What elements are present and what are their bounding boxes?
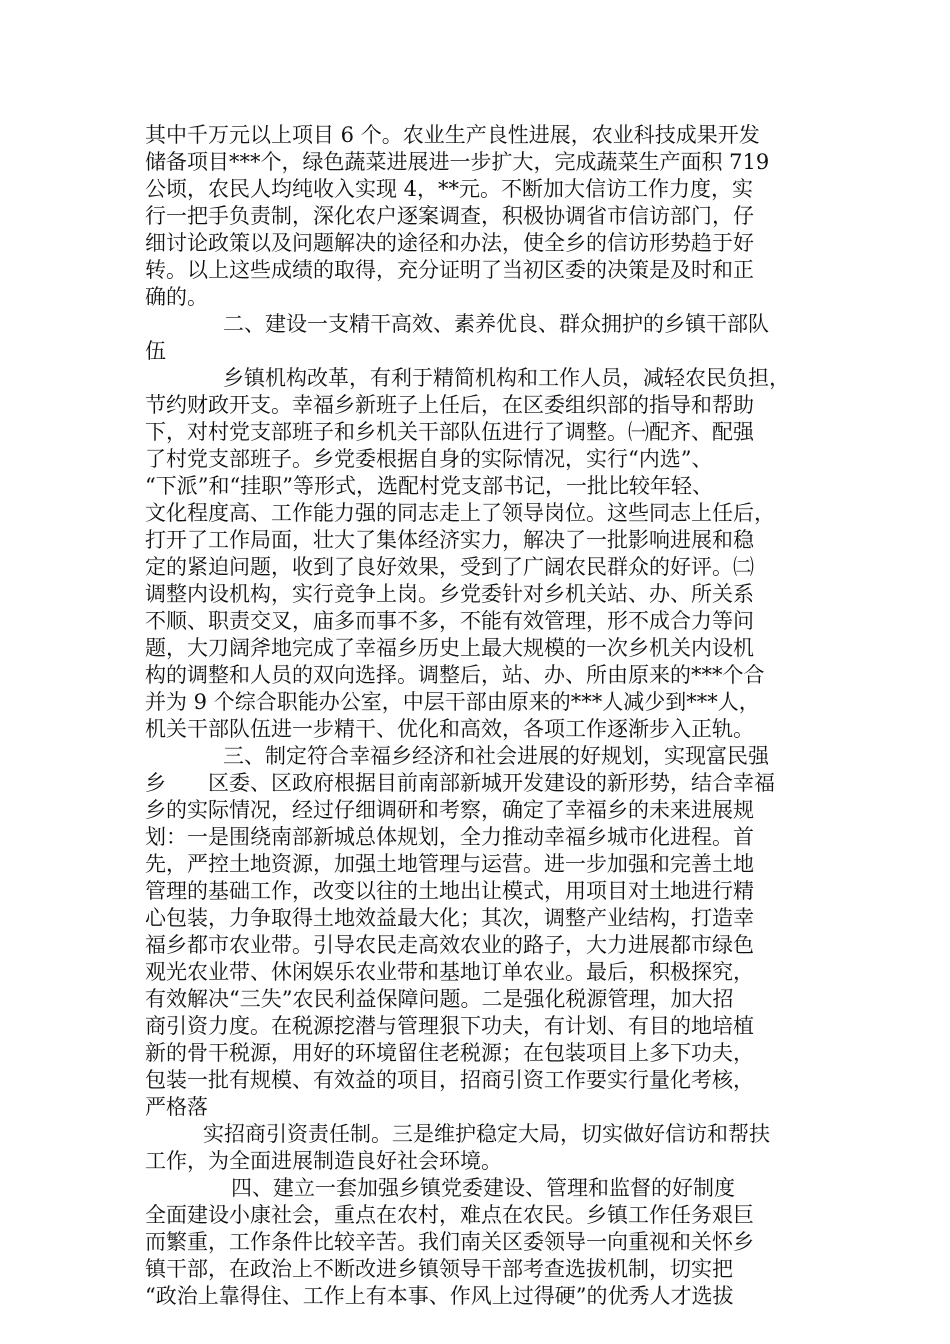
text-line: 划：一是围绕南部新城总体规划，全力推动幸福乡城市化进程。首 <box>145 825 754 849</box>
text-line: 乡的实际情况，经过仔细调研和考察，确定了幸福乡的未来进展规 <box>145 798 754 822</box>
text-line: 心包装，力争取得土地效益最大化；其次，调整产业结构，打造幸 <box>145 906 754 930</box>
text-line: 不顺、职责交叉，庙多而事不多，不能有效管理，形不成合力等问 <box>145 609 754 633</box>
text-line: 下，对村党支部班子和乡机关干部队伍进行了调整。㈠配齐、配强 <box>145 420 754 444</box>
text-line: 公顷，农民人均纯收入实现 4，**元。不断加大信访工作力度，实 <box>145 177 754 201</box>
text-line: 严格落 <box>145 1095 208 1119</box>
text-line: 文化程度高、工作能力强的同志走上了领导岗位。这些同志上任后， <box>145 501 775 525</box>
text-line: 节约财政开支。幸福乡新班子上任后，在区委组织部的指导和帮助 <box>145 393 754 417</box>
text-line: 商引资力度。在税源挖潜与管理狠下功夫，有计划、有目的地培植 <box>145 1014 754 1038</box>
text-line: 并为 9 个综合职能办公室，中层干部由原来的***人减少到***人， <box>145 690 760 714</box>
text-line: 而繁重，工作条件比较辛苦。我们南关区委领导一向重视和关怀乡 <box>145 1230 754 1254</box>
text-line: 调整内设机构，实行竞争上岗。乡党委针对乡机关站、办、所关系 <box>145 582 754 606</box>
text-line: “下派”和“挂职”等形式，选配村党支部书记，一批比较年轻、 <box>145 474 713 498</box>
text-line: 先，严控土地资源，加强土地管理与运营。进一步加强和完善土地 <box>145 852 754 876</box>
text-line: 了村党支部班子。乡党委根据自身的实际情况，实行“内选”、 <box>145 447 713 471</box>
document-body <box>145 122 810 1310</box>
text-line: 行一把手负责制，深化农户逐案调查，积极协调省市信访部门，仔 <box>145 204 754 228</box>
text-line: “政治上靠得住、工作上有本事、作风上过得硬”的优秀人才选拔 <box>145 1284 734 1308</box>
text-line: 打开了工作局面，壮大了集体经济实力，解决了一批影响进展和稳 <box>145 528 754 552</box>
text-line: 工作，为全面进展制造良好社会环境。 <box>145 1149 502 1173</box>
text-line: 转。以上这些成绩的取得，充分证明了当初区委的决策是及时和正 <box>145 258 754 282</box>
text-line: 全面建设小康社会，重点在农村，难点在农民。乡镇工作任务艰巨 <box>145 1203 754 1227</box>
text-line: 题，大刀阔斧地完成了幸福乡历史上最大规模的一次乡机关内设机 <box>145 636 754 660</box>
text-line: 有效解决“三失”农民利益保障问题。二是强化税源管理，加大招 <box>145 987 734 1011</box>
text-line: 包装一批有规模、有效益的项目，招商引资工作要实行量化考核， <box>145 1068 754 1092</box>
text-line: 管理的基础工作，改变以往的土地出让模式，用项目对土地进行精 <box>145 879 754 903</box>
text-line: 细讨论政策以及问题解决的途径和办法，使全乡的信访形势趋于好 <box>145 231 754 255</box>
text-line: 机关干部队伍进一步精干、优化和高效，各项工作逐渐步入正轨。 <box>145 717 754 741</box>
section-heading-4: 四、建立一套加强乡镇党委建设、管理和监督的好制度 <box>231 1176 735 1200</box>
text-line: 乡 区委、区政府根据目前南部新城开发建设的新形势，结合幸福 <box>145 771 775 795</box>
text-line: 储备项目***个，绿色蔬菜进展进一步扩大，完成蔬菜生产面积 719 <box>145 150 770 174</box>
section-heading-2-cont: 伍 <box>145 339 166 363</box>
section-heading-3: 三、制定符合幸福乡经济和社会进展的好规划，实现富民强 <box>223 744 769 768</box>
text-line: 其中千万元以上项目 6 个。农业生产良性进展，农业科技成果开发 <box>145 123 760 147</box>
text-line: 观光农业带、休闲娱乐农业带和基地订单农业。最后，积极探究， <box>145 960 754 984</box>
text-line: 福乡都市农业带。引导农民走高效农业的路子，大力进展都市绿色 <box>145 933 754 957</box>
text-line: 确的。 <box>145 285 208 309</box>
text-line: 新的骨干税源，用好的环境留住老税源；在包装项目上多下功夫， <box>145 1041 754 1065</box>
text-line: 镇干部，在政治上不断改进乡镇领导干部考查选拔机制，切实把 <box>145 1257 733 1281</box>
text-line: 定的紧迫问题，收到了良好效果，受到了广阔农民群众的好评。㈡ <box>145 555 754 579</box>
section-heading-2: 二、建设一支精干高效、素养优良、群众拥护的乡镇干部队 <box>223 312 769 336</box>
text-line: 构的调整和人员的双向选择。调整后，站、办、所由原来的***个合 <box>145 663 765 687</box>
text-line: 实招商引资责任制。三是维护稳定大局，切实做好信访和帮扶 <box>203 1122 770 1146</box>
text-line: 乡镇机构改革，有利于精简机构和工作人员，减轻农民负担， <box>223 366 790 390</box>
